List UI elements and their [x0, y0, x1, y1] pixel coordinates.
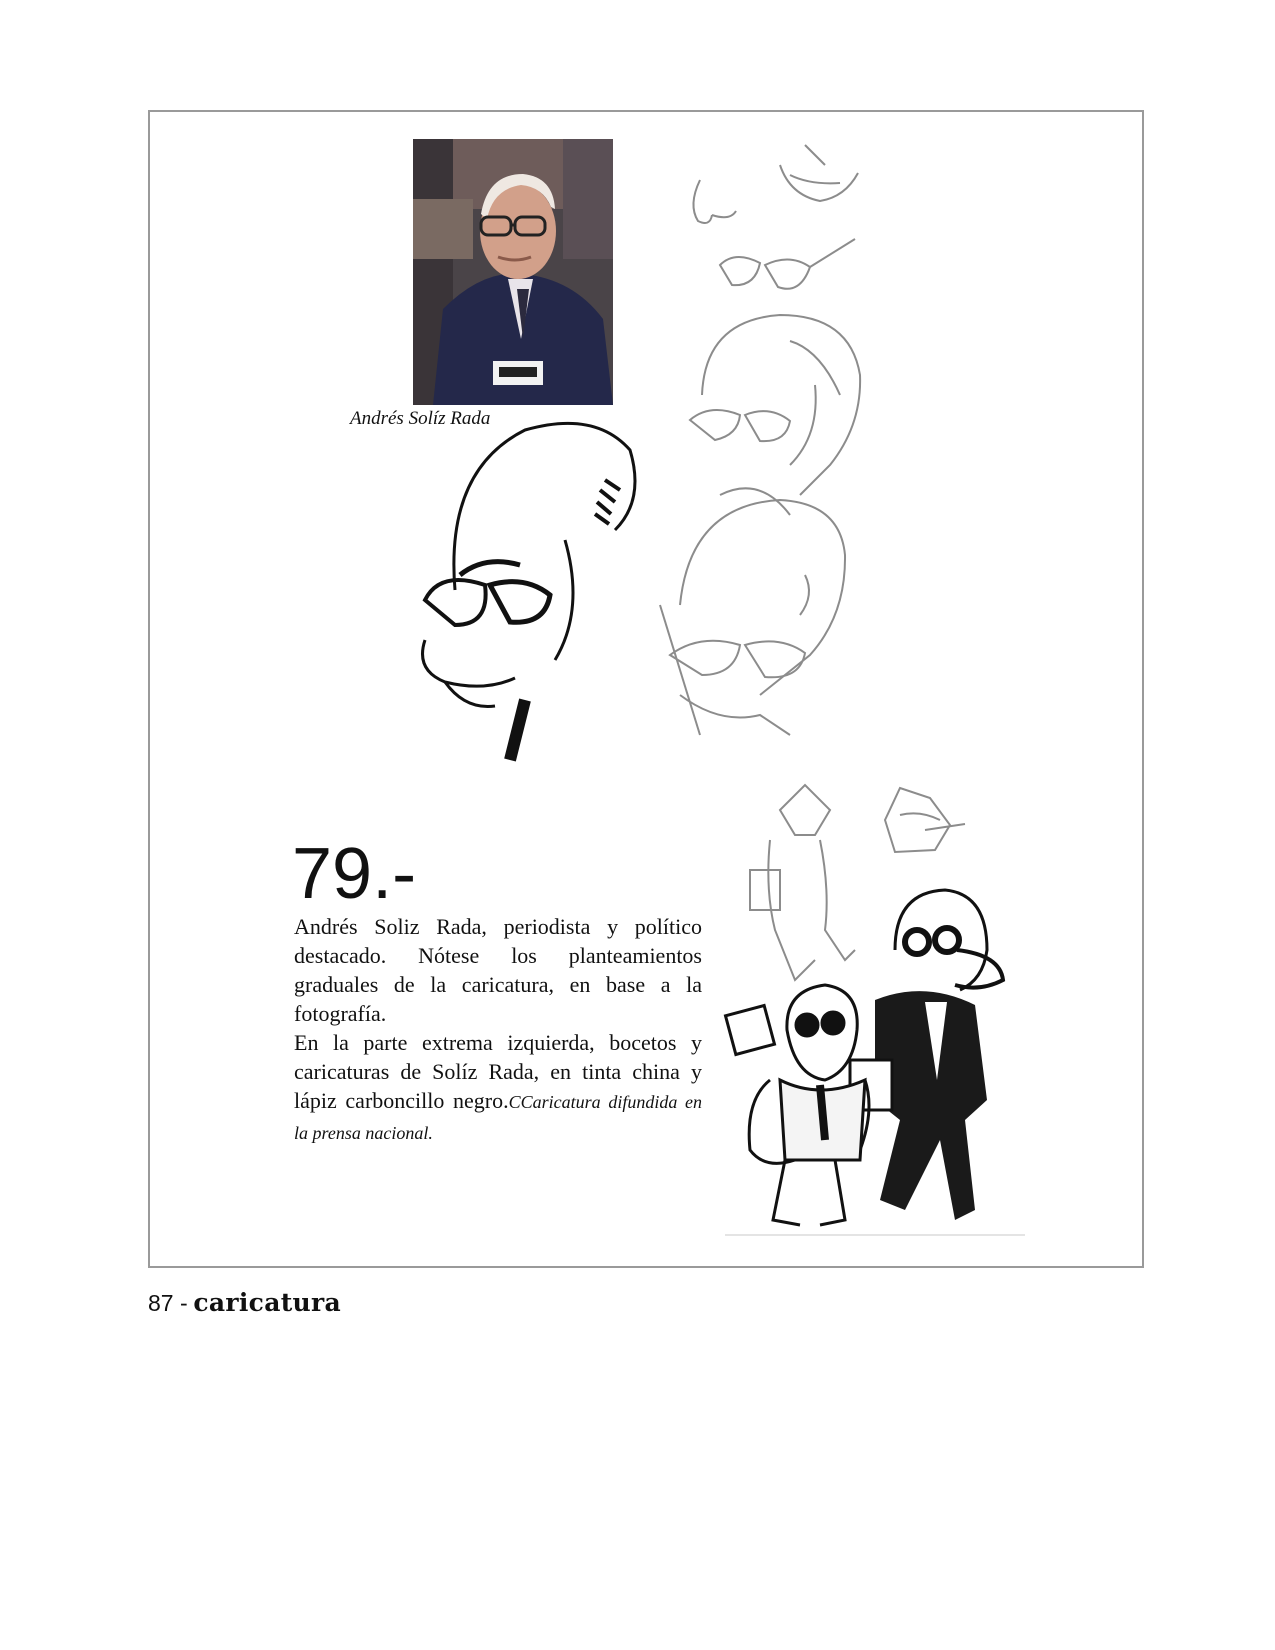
description-main-text: En la parte extrema izquierda, bocetos y caricaturas de Solíz Rada, en tinta china y lápiz carboncillo negro.: [294, 1030, 702, 1113]
figure-description: [294, 912, 702, 1148]
photo-caption: Andrés Solíz Rada: [350, 408, 491, 429]
section-name: caricatura: [193, 1288, 341, 1317]
page-number: 87 -: [148, 1290, 188, 1316]
figure-number: 79.-: [292, 834, 417, 914]
caricature-group-lower: [725, 780, 1045, 1240]
description-note: CCaricatura difundida en la prensa nacional.: [294, 1092, 702, 1143]
page-footer: [148, 1288, 341, 1317]
portrait-photo: [413, 139, 613, 405]
pencil-sketches-upper: [640, 135, 890, 775]
ink-caricature-head: [415, 410, 645, 770]
description-paragraph-1: Andrés Soliz Rada, periodista y político destacado. Nótese los planteamientos graduales de la caricatura, en base a la fotografía.: [294, 914, 702, 1026]
description-paragraph-2: [294, 1028, 702, 1148]
